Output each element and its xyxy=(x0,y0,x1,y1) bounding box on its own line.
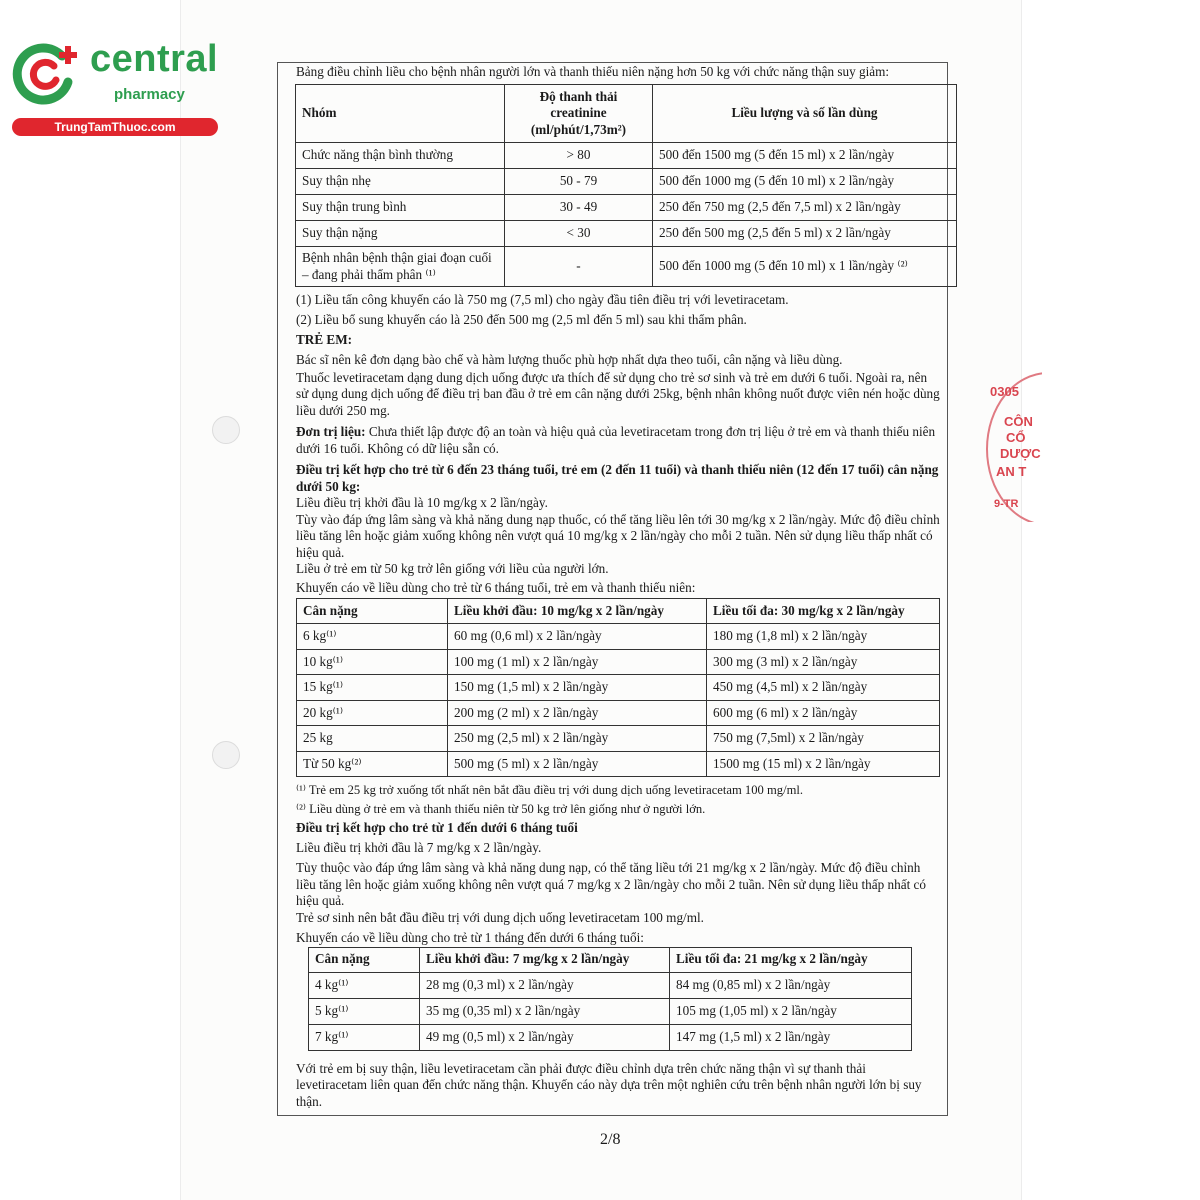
combo-therapy-heading: Điều trị kết hợp cho trẻ từ 6 đến 23 tháng tuổi, trẻ em (2 đến 11 tuổi) và thanh thiếu niên (12 đến 17 tuổi) cân nặng dưới 50 kg: xyxy=(296,462,939,494)
table-row xyxy=(309,998,912,1024)
table-row xyxy=(297,675,940,701)
table-row xyxy=(297,751,940,777)
table-cell: Suy thận nặng xyxy=(296,221,505,247)
stamp-line: DƯỢC xyxy=(1000,446,1041,461)
table-header: Độ thanh thải creatinine (ml/phút/1,73m²) xyxy=(505,85,653,143)
renal-dose-table xyxy=(295,84,957,287)
table-row xyxy=(297,700,940,726)
combo-paragraph-1: Liều điều trị khởi đầu là 10 mg/kg x 2 lần/ngày. xyxy=(296,495,548,510)
table-row xyxy=(296,195,957,221)
table-cell: 5 kg⁽¹⁾ xyxy=(309,998,420,1024)
table-cell: 25 kg xyxy=(297,726,448,752)
table-cell: 250 đến 500 mg (2,5 đến 5 ml) x 2 lần/ngày xyxy=(653,221,957,247)
table-row xyxy=(296,143,957,169)
table-cell: Suy thận trung bình xyxy=(296,195,505,221)
table-cell: 100 mg (1 ml) x 2 lần/ngày xyxy=(448,649,707,675)
combo-paragraph-3: Liều ở trẻ em từ 50 kg trở lên giống với liều của người lớn. xyxy=(296,561,609,576)
child-table-note-2: ⁽²⁾ Liều dùng ở trẻ em và thanh thiếu niên từ 50 kg trở lên giống như ở người lớn. xyxy=(296,802,706,816)
table-cell: 30 - 49 xyxy=(505,195,653,221)
table-cell: 60 mg (0,6 ml) x 2 lần/ngày xyxy=(448,624,707,650)
table-header: Liều lượng và số lần dùng xyxy=(653,85,957,143)
page-number: 2/8 xyxy=(600,1131,621,1148)
table-header: Nhóm xyxy=(296,85,505,143)
table-cell: - xyxy=(505,247,653,287)
children-paragraph-2: Thuốc levetiracetam dạng dung dịch uống được ưa thích để sử dụng cho trẻ sơ sinh và trẻ em dưới 6 tuổi. Ngoài ra, nên sử dụng dung dịch uống để điều trị ban đầu ở trẻ em cân nặng dưới 25kg, bệnh nhân không nuốt được viên nén hoặc dùng liều dưới 250 mg. xyxy=(296,369,940,418)
renal-note-1: (1) Liều tấn công khuyến cáo là 750 mg (7,5 ml) cho ngày đầu tiên điều trị với levetiracetam. xyxy=(296,292,789,307)
renal-table-intro: Bảng điều chỉnh liều cho bệnh nhân người lớn và thanh thiếu niên nặng hơn 50 kg với chức năng thận suy giảm: xyxy=(296,64,890,79)
table-cell: 7 kg⁽¹⁾ xyxy=(309,1024,420,1050)
infant-paragraph-3: Trẻ sơ sinh nên bắt đầu điều trị với dung dịch uống levetiracetam 100 mg/ml. xyxy=(296,909,704,925)
table-row xyxy=(297,726,940,752)
stamp-line: CÔN xyxy=(1004,414,1033,429)
table-cell: 35 mg (0,35 ml) x 2 lần/ngày xyxy=(420,998,670,1024)
infant-heading: Điều trị kết hợp cho trẻ từ 1 đến dưới 6 tháng tuổi xyxy=(296,820,578,835)
punch-hole-top xyxy=(212,416,240,444)
stamp-line: AN T xyxy=(996,464,1027,479)
table-cell: 1500 mg (15 ml) x 2 lần/ngày xyxy=(707,751,940,777)
table-header: Liều khởi đầu: 7 mg/kg x 2 lần/ngày xyxy=(420,947,670,972)
table-row xyxy=(296,221,957,247)
table-cell: Suy thận nhẹ xyxy=(296,169,505,195)
pharmacy-cross-icon xyxy=(10,38,80,108)
combo-paragraph-4: Khuyến cáo về liều dùng cho trẻ từ 6 tháng tuổi, trẻ em và thanh thiếu niên: xyxy=(296,579,696,595)
infant-paragraph-2: Tùy thuộc vào đáp ứng lâm sàng và khả năng dung nạp, có thể tăng liều tới 21 mg/kg x 2 lần/ngày. Mức độ điều chỉnh liều tăng lên hoặc giảm xuống không nên vượt quá 7 mg/kg x 2 lần/ngày cho mỗi 2 tuần. Nên sử dụng liều thấp nhất có hiệu quả. xyxy=(296,860,926,908)
table-cell: 300 mg (3 ml) x 2 lần/ngày xyxy=(707,649,940,675)
monotherapy-paragraph xyxy=(296,424,940,457)
table-cell: 450 mg (4,5 ml) x 2 lần/ngày xyxy=(707,675,940,701)
document-content xyxy=(296,64,940,1110)
renal-note-2: (2) Liều bổ sung khuyến cáo là 250 đến 500 mg (2,5 ml đến 5 ml) sau khi thẩm phân. xyxy=(296,312,747,327)
combo-paragraph-2: Tùy vào đáp ứng lâm sàng và khả năng dung nạp thuốc, có thể tăng liều lên tới 30 mg/kg x 2 lần/ngày. Mức độ điều chỉnh liều tăng lên hoặc giảm xuống không nên vượt quá 10 mg/kg x 2 lần/ngày cho mỗi 2 tuần. Nên sử dụng liều thấp nhất có hiệu quả. xyxy=(296,511,940,560)
monotherapy-text: Chưa thiết lập được độ an toàn và hiệu quả của levetiracetam trong đơn trị liệu ở trẻ em và thanh thiếu niên dưới 16 tuổi. Không có dữ liệu sẵn có. xyxy=(296,424,936,456)
red-seal-stamp xyxy=(982,372,1042,522)
table-row xyxy=(296,169,957,195)
central-pharmacy-logo[interactable] xyxy=(10,36,219,136)
table-cell: 49 mg (0,5 ml) x 2 lần/ngày xyxy=(420,1024,670,1050)
table-cell: 500 đến 1000 mg (5 đến 10 ml) x 1 lần/ngày ⁽²⁾ xyxy=(653,247,957,287)
table-cell: 250 đến 750 mg (2,5 đến 7,5 ml) x 2 lần/ngày xyxy=(653,195,957,221)
table-row xyxy=(309,972,912,998)
table-cell: 600 mg (6 ml) x 2 lần/ngày xyxy=(707,700,940,726)
table-cell: 20 kg⁽¹⁾ xyxy=(297,700,448,726)
child-dose-table xyxy=(296,598,940,777)
table-cell: 147 mg (1,5 ml) x 2 lần/ngày xyxy=(670,1024,912,1050)
infant-paragraph-1: Liều điều trị khởi đầu là 7 mg/kg x 2 lần/ngày. xyxy=(296,840,542,855)
table-cell: > 80 xyxy=(505,143,653,169)
table-cell: Bệnh nhân bệnh thận giai đoạn cuối – đang phải thẩm phân ⁽¹⁾ xyxy=(296,247,505,287)
table-row xyxy=(296,247,957,287)
table-cell: 28 mg (0,3 ml) x 2 lần/ngày xyxy=(420,972,670,998)
table-cell: 50 - 79 xyxy=(505,169,653,195)
table-row xyxy=(297,624,940,650)
punch-hole-bottom xyxy=(212,741,240,769)
table-cell: 500 đến 1000 mg (5 đến 10 ml) x 2 lần/ngày xyxy=(653,169,957,195)
closing-paragraph: Với trẻ em bị suy thận, liều levetiracetam cần phải được điều chỉnh dựa trên chức năng thận vì sự thanh thải levetiracetam liên quan đến chức năng thận. Khuyến cáo này dựa trên một nghiên cứu trên bệnh nhân người lớn bị suy thận. xyxy=(296,1060,922,1109)
table-cell: 500 đến 1500 mg (5 đến 15 ml) x 2 lần/ngày xyxy=(653,143,957,169)
children-paragraph-1: Bác sĩ nên kê đơn dạng bào chế và hàm lượng thuốc phù hợp nhất dựa theo tuổi, cân nặng và liều dùng. xyxy=(296,352,843,367)
stamp-line: 9-TR xyxy=(994,498,1019,510)
infant-paragraph-4: Khuyến cáo về liều dùng cho trẻ từ 1 tháng đến dưới 6 tháng tuổi: xyxy=(296,929,644,945)
table-cell: 500 mg (5 ml) x 2 lần/ngày xyxy=(448,751,707,777)
table-cell: 180 mg (1,8 ml) x 2 lần/ngày xyxy=(707,624,940,650)
table-cell: 200 mg (2 ml) x 2 lần/ngày xyxy=(448,700,707,726)
table-cell: < 30 xyxy=(505,221,653,247)
table-cell: Chức năng thận bình thường xyxy=(296,143,505,169)
table-cell: 105 mg (1,05 ml) x 2 lần/ngày xyxy=(670,998,912,1024)
table-cell: 150 mg (1,5 ml) x 2 lần/ngày xyxy=(448,675,707,701)
table-header: Cân nặng xyxy=(309,947,420,972)
table-row xyxy=(297,649,940,675)
table-cell: 84 mg (0,85 ml) x 2 lần/ngày xyxy=(670,972,912,998)
table-cell: 15 kg⁽¹⁾ xyxy=(297,675,448,701)
table-cell: 4 kg⁽¹⁾ xyxy=(309,972,420,998)
table-header: Liều khởi đầu: 10 mg/kg x 2 lần/ngày xyxy=(448,599,707,624)
infant-dose-table xyxy=(308,947,912,1051)
stamp-line: CỔ xyxy=(1006,430,1026,445)
logo-name: central xyxy=(90,38,219,80)
table-cell: 250 mg (2,5 ml) x 2 lần/ngày xyxy=(448,726,707,752)
table-cell: 10 kg⁽¹⁾ xyxy=(297,649,448,675)
table-header: Liều tối đa: 30 mg/kg x 2 lần/ngày xyxy=(707,599,940,624)
table-row xyxy=(309,1024,912,1050)
stamp-line: 0305 xyxy=(990,384,1019,399)
table-header: Liều tối đa: 21 mg/kg x 2 lần/ngày xyxy=(670,947,912,972)
table-cell: 6 kg⁽¹⁾ xyxy=(297,624,448,650)
table-header: Cân nặng xyxy=(297,599,448,624)
logo-subtitle: pharmacy xyxy=(114,86,185,103)
table-cell: 750 mg (7,5ml) x 2 lần/ngày xyxy=(707,726,940,752)
logo-url-badge: TrungTamThuoc.com xyxy=(12,118,218,136)
children-heading: TRẺ EM: xyxy=(296,332,353,347)
table-cell: Từ 50 kg⁽²⁾ xyxy=(297,751,448,777)
monotherapy-label: Đơn trị liệu: xyxy=(296,424,366,439)
child-table-note-1: ⁽¹⁾ Trẻ em 25 kg trở xuống tốt nhất nên bắt đầu điều trị với dung dịch uống levetiracetam 100 mg/ml. xyxy=(296,783,804,797)
